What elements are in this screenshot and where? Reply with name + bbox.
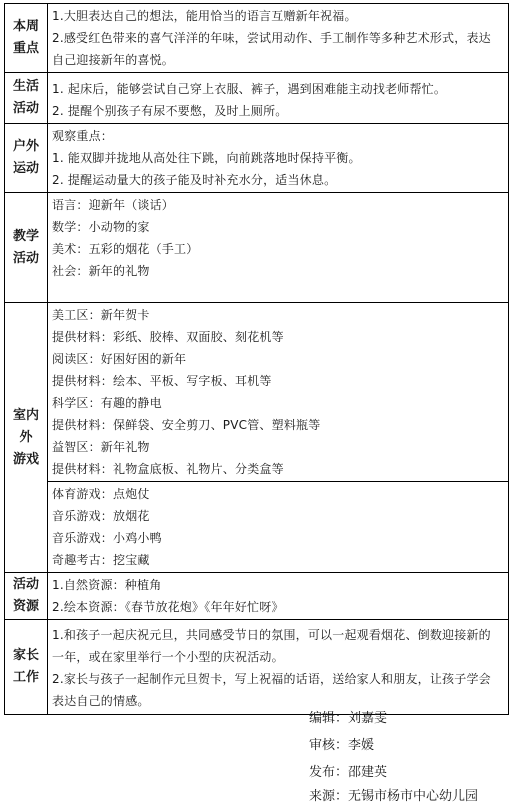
- content-line: 1. 起床后，能够尝试自己穿上衣服、裤子，遇到困难能主动找老师帮忙。: [52, 82, 447, 96]
- content-line: 美术：五彩的烟花（手工）: [52, 242, 199, 256]
- footer-source: 来源：无锡市杨市中心幼儿园: [309, 789, 479, 804]
- title-line: 本周: [12, 19, 39, 34]
- title-line: 教学: [12, 228, 39, 244]
- content-line: 益智区：新年礼物: [52, 440, 150, 454]
- section-content: [48, 573, 509, 620]
- title-line: 家长: [12, 648, 39, 663]
- section-teaching: [5, 193, 509, 303]
- content-line: 奇趣考古：挖宝藏: [52, 553, 150, 567]
- section-daily-life: [5, 73, 509, 124]
- content-line: 科学区：有趣的静电: [52, 396, 162, 410]
- title-line: 游戏: [12, 451, 39, 467]
- title-line: 活动: [12, 101, 39, 116]
- section-title: [5, 303, 48, 573]
- content-line: 2. 提醒运动量大的孩子能及时补充水分，适当休息。: [52, 173, 337, 187]
- footer-publisher: 发布：邵建英: [309, 765, 388, 780]
- content-line: 2.家长与孩子一起制作元旦贺卡，写上祝福的话语，送给家人和朋友，让孩子学会表达自己的情感。: [52, 672, 491, 708]
- content-line: 提供材料：礼物盒底板、礼物片、分类盒等: [52, 462, 284, 476]
- title-line: 室内: [12, 407, 39, 423]
- title-line: 活动: [12, 577, 39, 592]
- section-content: [48, 620, 509, 715]
- title-line: 生活: [12, 79, 39, 94]
- section-games-areas: [5, 303, 509, 482]
- section-resources: [5, 573, 509, 620]
- title-line: 外: [19, 429, 33, 445]
- section-content: [48, 73, 509, 124]
- content-line: 阅读区：好困好困的新年: [52, 352, 187, 366]
- title-line: 运动: [12, 161, 39, 176]
- title-line: 重点: [12, 41, 39, 56]
- content-line: 1.和孩子一起庆祝元旦，共同感受节日的氛围，可以一起观看烟花、倒数迎接新的一年，或在家里举行一个小型的庆祝活动。: [52, 628, 491, 664]
- section-title: [5, 620, 48, 715]
- title-line: 活动: [12, 250, 39, 266]
- content-line: 1.自然资源：种植角: [52, 578, 162, 592]
- footer-editor: 编辑：刘嘉雯: [309, 711, 388, 726]
- section-title: [5, 124, 48, 193]
- content-line: 提供材料：绘本、平板、写字板、耳机等: [52, 374, 272, 388]
- section-outdoor-exercise: [5, 124, 509, 193]
- content-line: 美工区：新年贺卡: [52, 308, 150, 322]
- content-line: 观察重点：: [52, 129, 114, 143]
- section-title: [5, 573, 48, 620]
- title-line: 工作: [12, 670, 39, 685]
- content-line: 音乐游戏：放烟花: [52, 509, 150, 523]
- section-parents: [5, 620, 509, 715]
- section-content: [48, 4, 509, 73]
- section-weekly-focus: [5, 4, 509, 73]
- content-line: 社会：新年的礼物: [52, 264, 150, 278]
- weekly-plan-table: [4, 3, 509, 715]
- content-line: 数学：小动物的家: [52, 220, 150, 234]
- section-games-outdoor: [5, 482, 509, 573]
- section-content: [48, 124, 509, 193]
- section-title: [5, 193, 48, 303]
- content-line: 2.绘本资源：《春节放花炮》《年年好忙呀》: [52, 600, 284, 614]
- section-title: [5, 4, 48, 73]
- content-line: 提供材料：保鲜袋、安全剪刀、PVC管、塑料瓶等: [52, 418, 321, 432]
- footer-reviewer: 审核：李媛: [309, 738, 375, 753]
- content-line: 音乐游戏：小鸡小鸭: [52, 531, 162, 545]
- content-line: 提供材料：彩纸、胶棒、双面胶、刻花机等: [52, 330, 284, 344]
- content-line: 1. 能双脚并拢地从高处往下跳，向前跳落地时保持平衡。: [52, 151, 361, 165]
- content-line: 1.大胆表达自己的想法，能用恰当的语言互赠新年祝福。: [52, 9, 357, 23]
- section-content: [48, 303, 509, 482]
- section-content: [48, 482, 509, 573]
- content-line: 体育游戏：点炮仗: [52, 487, 150, 501]
- content-line: 语言：迎新年（谈话）: [52, 198, 175, 212]
- title-line: 户外: [12, 139, 39, 154]
- content-line: 2.感受红色带来的喜气洋洋的年味，尝试用动作、手工制作等多种艺术形式，表达自己迎接新年的喜悦。: [52, 31, 491, 67]
- section-title: [5, 73, 48, 124]
- content-line: 2. 提醒个别孩子有尿不要憋，及时上厕所。: [52, 104, 288, 118]
- section-content: [48, 193, 509, 303]
- title-line: 资源: [12, 599, 39, 614]
